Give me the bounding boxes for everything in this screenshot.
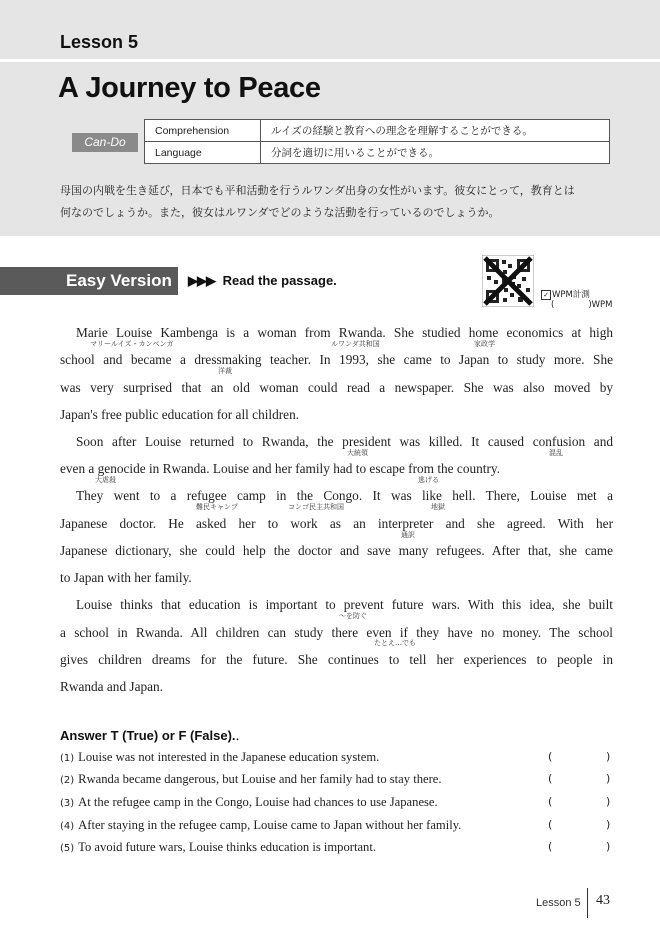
passage-line: They went to a refugee camp in the Congo. It was like hell. There, Louise met a — [76, 488, 613, 503]
passage-line: was very surprised that an old woman could read a newspaper. She was also moved by — [60, 380, 613, 395]
answer-blank-open[interactable]: ( — [548, 750, 553, 763]
gloss: マリールイズ・カンベンガ — [90, 340, 174, 348]
gloss: ～を防ぐ — [339, 612, 367, 620]
question-item — [60, 772, 613, 790]
can-do-row — [145, 120, 610, 142]
gloss: 逃げる — [418, 476, 439, 484]
wpm-measure[interactable] — [541, 288, 590, 300]
question-item — [60, 750, 613, 768]
can-do-table — [144, 119, 610, 164]
qr-code-icon[interactable] — [482, 255, 534, 307]
lesson-header — [0, 0, 660, 236]
gloss: 通訳 — [401, 531, 415, 539]
answer-blank-open[interactable]: ( — [548, 840, 553, 853]
answer-blank-close[interactable]: ) — [606, 840, 611, 853]
questions-heading — [60, 725, 249, 744]
passage-line: Japanese doctor. He asked her to work as an interpreter and she agreed. With her — [60, 516, 613, 531]
gloss: 混乱 — [549, 449, 563, 457]
passage-line: gives children dreams for the future. She continues to tell her experiences to people in — [60, 652, 613, 667]
passage-line: to Japan with her family. — [60, 570, 192, 585]
question-text: Louise was not interested in the Japanese education system. — [78, 750, 380, 764]
questions-heading-period: ． — [235, 729, 249, 744]
question-text: At the refugee camp in the Congo, Louise had chances to use Japanese. — [78, 795, 438, 809]
question-item — [60, 795, 613, 813]
question-text: Rwanda became dangerous, but Louise and her family had to stay there. — [78, 772, 442, 786]
gloss: 大虐殺 — [95, 476, 116, 484]
passage-line: school and became a dressmaking teacher. In 1993, she came to Japan to study more. She — [60, 352, 613, 367]
passage-line: Soon after Louise returned to Rwanda, the president was killed. It caused confusion and — [76, 434, 613, 449]
footer-lesson-label: Lesson 5 — [536, 897, 581, 909]
passage-line: Louise thinks that education is important to prevent future wars. With this idea, she built — [76, 597, 613, 612]
page-title: A Journey to Peace — [58, 72, 321, 104]
gloss: たとえ…でも — [374, 639, 416, 647]
lesson-label: Lesson 5 — [60, 32, 139, 52]
answer-blank-close[interactable]: ) — [606, 750, 611, 763]
passage-line: Japan's free public education for all children. — [60, 407, 300, 422]
read-instruction-text: Read the passage. — [222, 273, 337, 288]
intro-line: 母国の内戦を生き延び，日本でも平和活動を行うルワンダ出身の女性がいます。彼女にとって，教育とは — [60, 184, 575, 197]
can-do-key: Comprehension — [145, 120, 261, 142]
can-do-badge: Can-Do — [72, 133, 138, 152]
passage-line: Japanese dictionary, she could help the doctor and save many refugees. After that, she came — [60, 543, 613, 558]
passage-line: Rwanda and Japan. — [60, 679, 164, 694]
question-item — [60, 818, 613, 836]
gloss: 洋裁 — [218, 367, 232, 375]
gloss: 地獄 — [431, 503, 445, 511]
intro-line: 何なのでしょうか。また，彼女はルワンダでどのような活動を行っているのでしょうか。 — [60, 206, 500, 219]
question-text: To avoid future wars, Louise thinks education is important. — [78, 840, 376, 854]
question-number: (4) — [60, 821, 75, 832]
header-divider — [0, 59, 660, 62]
answer-blank-close[interactable]: ) — [606, 795, 611, 808]
question-number: (2) — [60, 775, 75, 786]
answer-blank-open[interactable]: ( — [548, 818, 553, 831]
triple-arrow-icon: ▶▶▶ — [188, 273, 215, 288]
intro-text — [60, 180, 615, 224]
gloss: 大統領 — [347, 449, 368, 457]
gloss: ルワンダ共和国 — [331, 340, 380, 348]
gloss: コンゴ民主共和国 — [288, 503, 344, 511]
question-item — [60, 840, 613, 858]
question-number: (1) — [60, 753, 75, 764]
can-do-value: ルイズの経験と教育への理念を理解することができる。 — [261, 120, 610, 142]
question-number: (3) — [60, 798, 75, 809]
passage-line: even a genocide in Rwanda. Louise and her family had to escape from the country. — [60, 461, 500, 476]
wpm-input[interactable] — [551, 300, 613, 310]
footer-divider — [587, 888, 588, 918]
checkbox-icon[interactable]: ✓ — [541, 290, 551, 300]
passage-line: Marie Louise Kambenga is a woman from Rwanda. She studied home economics at high — [76, 325, 613, 340]
answer-blank-open[interactable]: ( — [548, 795, 553, 808]
question-text: After staying in the refugee camp, Louise came to Japan without her family. — [78, 818, 462, 832]
can-do-key: Language — [145, 142, 261, 164]
can-do-row — [145, 142, 610, 164]
wpm-paren-close: )WPM — [588, 300, 613, 310]
answer-blank-close[interactable]: ) — [606, 818, 611, 831]
easy-version-label: Easy Version — [66, 271, 172, 290]
question-number: (5) — [60, 843, 75, 854]
passage-line: a school in Rwanda. All children can study there even if they have no money. The school — [60, 625, 613, 640]
questions-heading-text: Answer T (True) or F (False). — [60, 728, 236, 743]
wpm-label: WPM計測 — [552, 290, 590, 300]
can-do-value: 分詞を適切に用いることができる。 — [261, 142, 610, 164]
answer-blank-close[interactable]: ) — [606, 772, 611, 785]
gloss: 難民キャンプ — [196, 503, 238, 511]
wpm-paren-open: ( — [551, 300, 555, 310]
read-instruction — [188, 273, 337, 289]
page-number: 43 — [596, 893, 610, 908]
answer-blank-open[interactable]: ( — [548, 772, 553, 785]
gloss: 家政学 — [474, 340, 495, 348]
